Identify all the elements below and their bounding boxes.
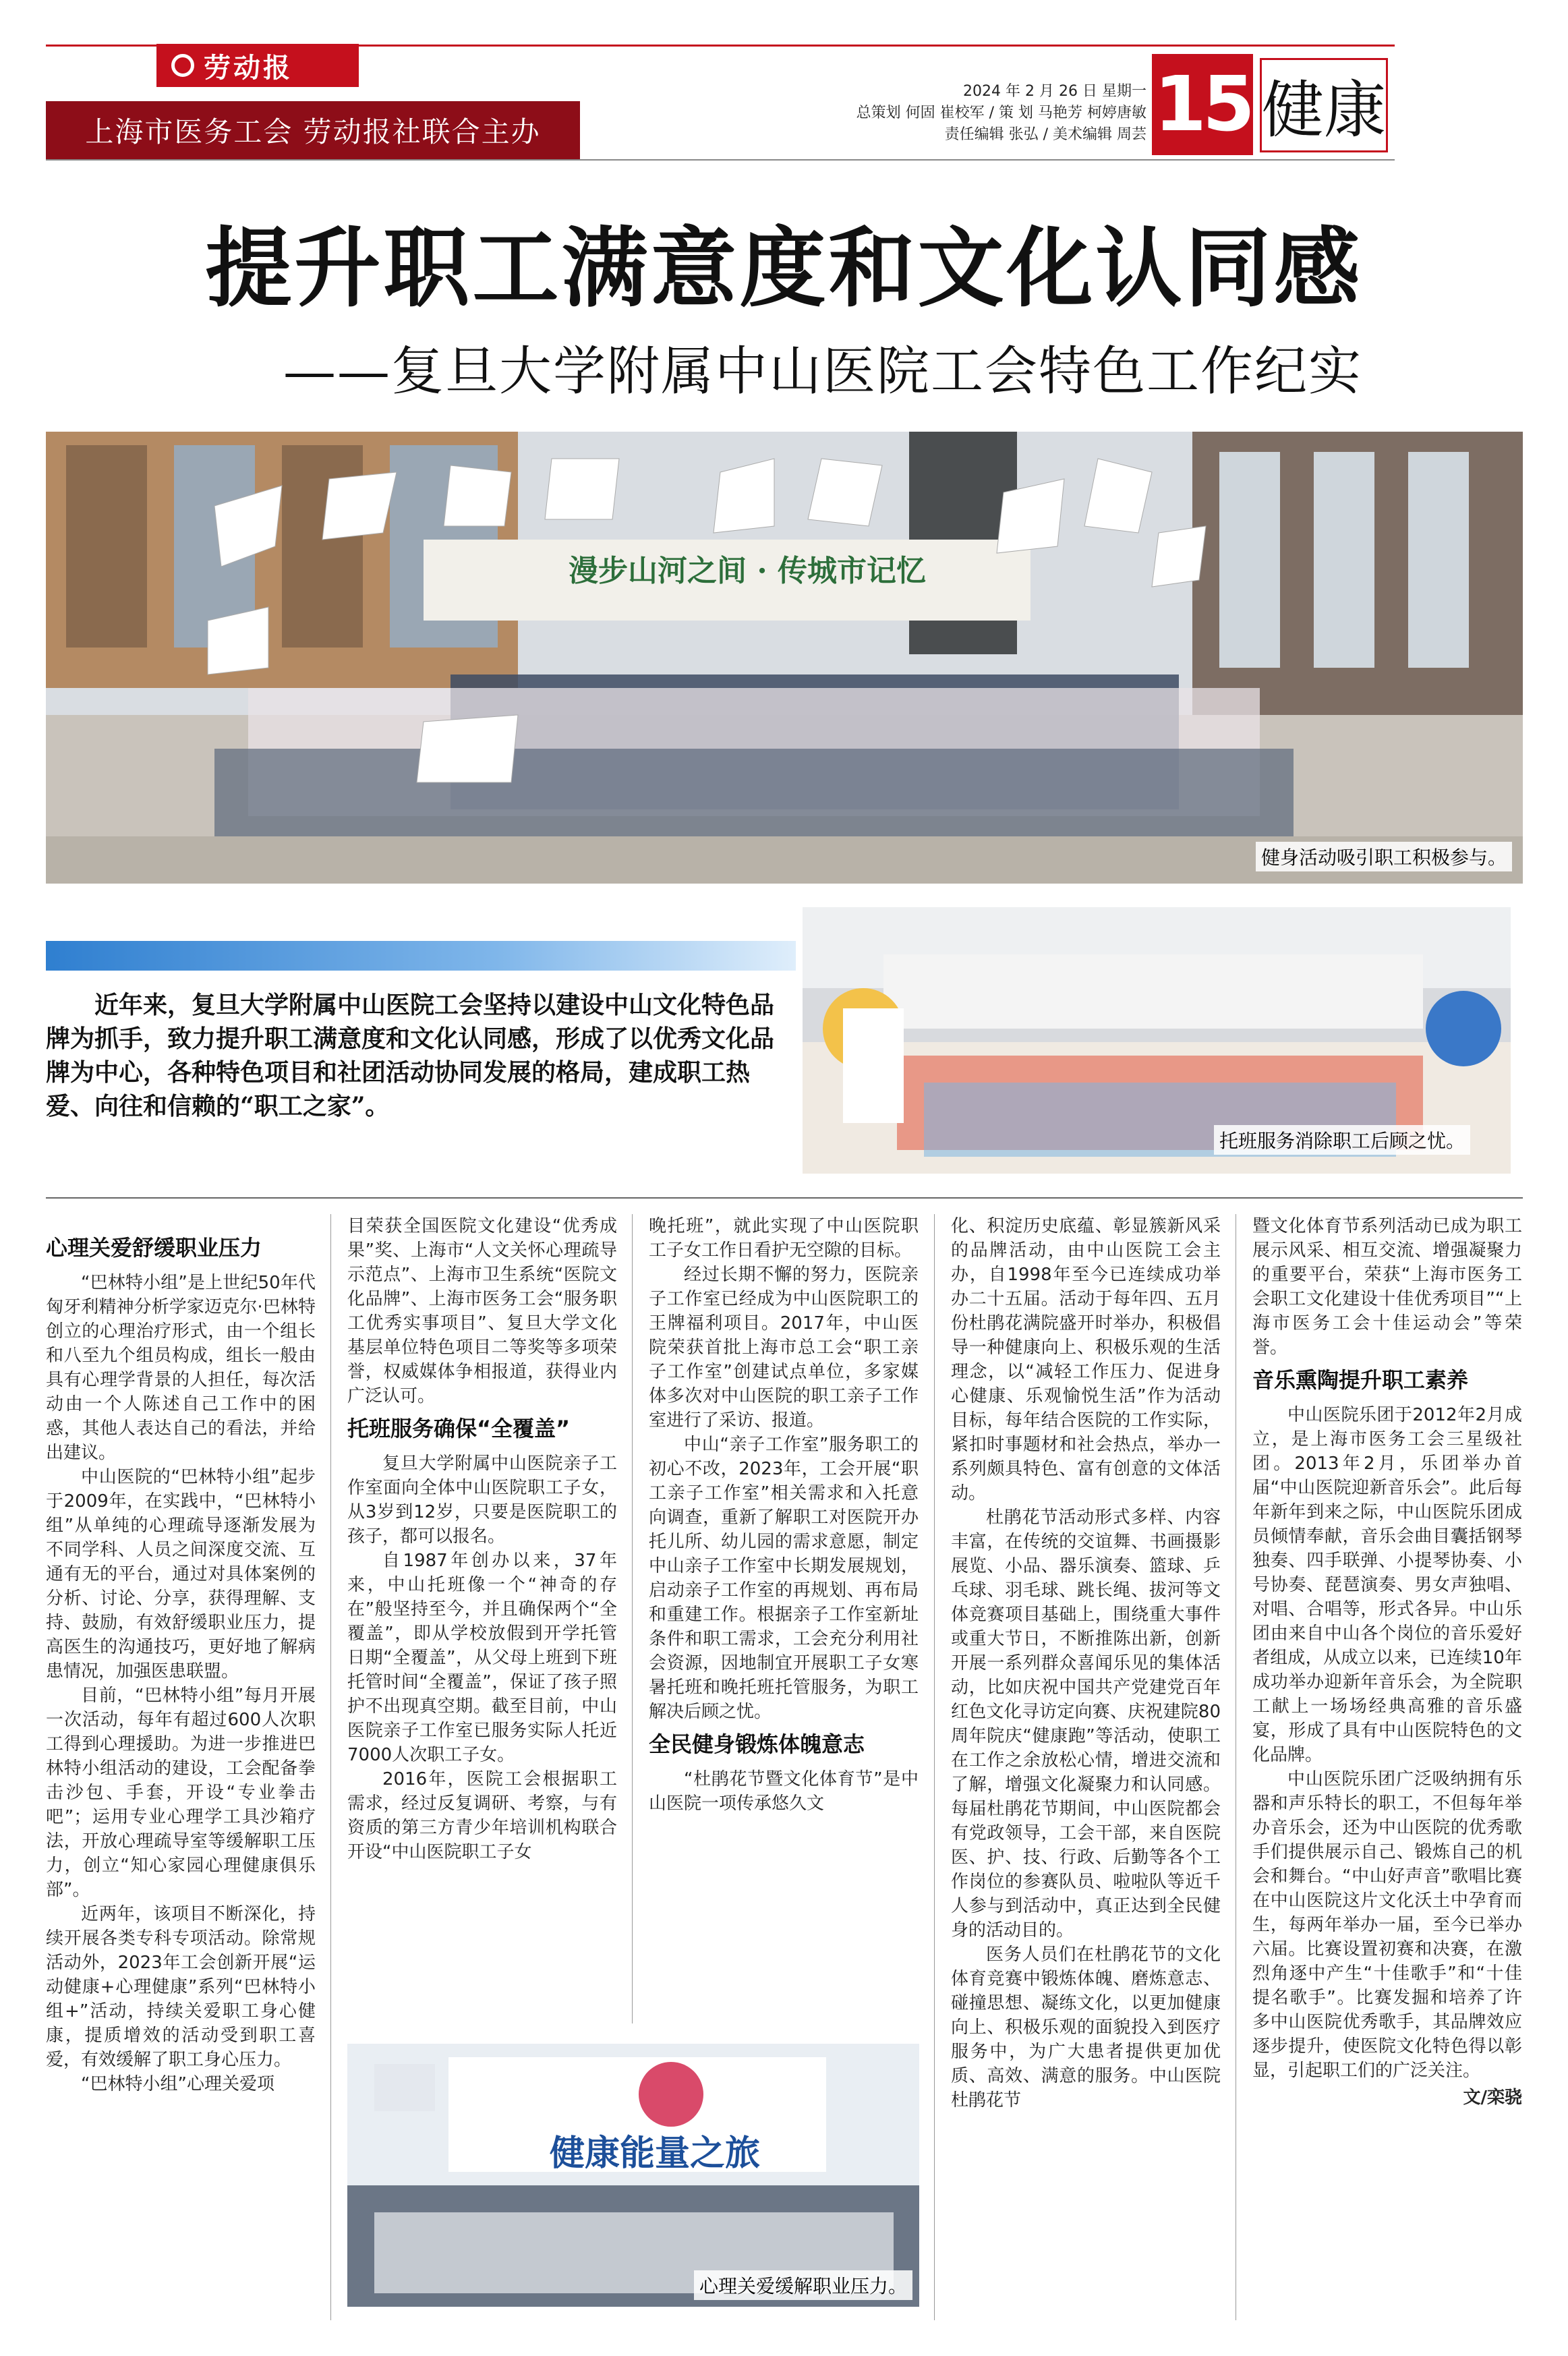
psychology-illustration	[347, 2044, 919, 2307]
body-top-rule	[46, 1197, 1523, 1199]
main-photo-banner: 漫步山河之间 · 传城市记忆	[569, 554, 926, 588]
paragraph: “巴林特小组”是上世纪50年代匈牙利精神分析学家迈克尔·巴林特创立的心理治疗形式，由一个组长和八至九个组员构成，组长一般由具有心理学背景的人担任，每次活动由一个人陈述自己工作中的困惑，其他人表达自己的看法，并给出建议。	[46, 1273, 316, 1463]
paragraph: 晚托班”，就此实现了中山医院职工子女工作日看护无空隙的目标。	[649, 1216, 919, 1261]
paragraph: 杜鹃花节活动形式多样、内容丰富，在传统的交谊舞、书画摄影展览、小品、器乐演奏、篮球、乒乓球、羽毛球、跳长绳、拔河等文体竞赛项目基础上，围绕重大事件或重大节日，不断推陈出新，创新开展一系列群众喜闻乐见的集体活动，比如庆祝中国共产党建党百年红色文化寻访定向赛、庆祝建院80周年院庆“健康跑”等活动，使职工在工作之余放松心情，增进交流和了解，增强文化凝聚力和认同感。每届杜鹃花节期间，中山医院都会有党政领导，工会干部，来自医院医、护、技、行政、后勤等各个工作岗位的参赛队员、啦啦队等近千人参与到活动中，真正达到全民健身的活动目的。	[951, 1507, 1221, 1941]
childcare-photo-caption: 托班服务消除职工后顾之忧。	[1214, 1125, 1470, 1155]
planning-line: 总策划 何固 崔校军 / 策 划 马艳芳 柯婷唐敏	[856, 105, 1146, 121]
paragraph: 医务人员们在杜鹃花节的文化体育竞赛中锻炼体魄、磨炼意志、碰撞思想、凝练文化，以更加健康向上、积极乐观的面貌投入到医疗服务中，为广大患者提供更加优质、高效、满意的服务。中山医院杜鹃花节	[951, 1945, 1221, 2110]
header-bottom-rule	[46, 159, 1395, 161]
article-column-5	[1252, 1214, 1522, 2110]
childcare-photo	[803, 907, 1511, 1174]
paragraph: 中山医院的“巴林特小组”起步于2009年，在实践中，“巴林特小组”从单纯的心理疏导逐渐发展为不同学科、人员之间深度交流、互通有无的平台，通过对具体案例的分析、讨论、分享，获得理解、支持、鼓励，有效舒缓职业压力，提高医生的沟通技巧，更好地了解病患情况，加强医患联盟。	[46, 1467, 316, 1682]
paragraph: 复旦大学附属中山医院亲子工作室面向全体中山医院职工子女，从3岁到12岁，只要是医院职工的孩子，都可以报名。	[347, 1454, 617, 1547]
article-column-3	[649, 1214, 919, 1816]
page-number: 15	[1152, 54, 1253, 155]
logo-text: 劳动报	[204, 52, 293, 84]
paragraph: 经过长期不懈的努力，医院亲子工作室已经成为中山医院职工的王牌福利项目。2017年，中山医院荣获首批上海市总工会“职工亲子工作室”创建试点单位，多家媒体多次对中山医院的职工亲子工作室进行了采访、报道。	[649, 1265, 919, 1431]
paragraph: 中山“亲子工作室”服务职工的初心不改，2023年，工会开展“职工亲子工作室”相关需求和入托意向调查，重新了解职工对医院开办托儿所、幼儿园的需求意愿，制定中山亲子工作室中长期发展规划，启动亲子工作室的再规划、再布局和重建工作。根据亲子工作室新址条件和职工需求，工会充分利用社会资源，因地制宜开展职工子女寒暑托班和晚托班托管服务，为职工解决后顾之忧。	[649, 1435, 919, 1722]
paragraph: 目荣获全国医院文化建设“优秀成果”奖、上海市“人文关怀心理疏导示范点”、上海市卫生系统“医院文化品牌”、上海市医务工会“服务职工优秀实事项目”、复旦大学文化基层单位特色项目二等奖等多项荣誉，权威媒体争相报道，获得业内广泛认可。	[347, 1216, 617, 1406]
section-heading-childcare: 托班服务确保“全覆盖”	[347, 1416, 571, 1441]
editor-line: 责任编辑 张弘 / 美术编辑 周芸	[944, 126, 1146, 143]
psychology-photo	[347, 2044, 919, 2307]
article-column-4	[951, 1214, 1221, 2113]
section-heading-fitness: 全民健身锻炼体魄意志	[649, 1731, 865, 1757]
section-heading-music: 音乐熏陶提升职工素养	[1252, 1367, 1469, 1393]
sponsor-banner: 上海市医务工会 劳动报社联合主办	[46, 101, 580, 159]
paragraph: 目前，“巴林特小组”每月开展一次活动，每年有超过600人次职工得到心理援助。为进一步推进巴林特小组活动的建设，工会配备拳击沙包、手套，开设“专业拳击吧”；运用专业心理学工具沙箱疗法，开放心理疏导室等缓解职工压力，创立“知心家园心理健康俱乐部”。	[46, 1686, 316, 1900]
column-divider	[632, 1214, 633, 2023]
article-column-2	[347, 1214, 617, 1864]
main-photo	[46, 432, 1523, 884]
paragraph: 中山医院乐团广泛吸纳拥有乐器和声乐特长的职工，不但每年举办音乐会，还为中山医院的优秀歌手们提供展示自己、锻炼自己的机会和舞台。“中山好声音”歌唱比赛在中山医院这片文化沃土中孕育而生，每两年举办一届，至今已举办六届。比赛设置初赛和决赛，在激烈角逐中产生“十佳歌手”和“十佳提名歌手”。比赛发掘和培养了许多中山医院优秀歌手，其品牌效应逐步提升，使医院文化特色得以彰显，引起职工们的广泛关注。	[1252, 1769, 1522, 2081]
article-column-1	[46, 1228, 316, 2096]
main-photo-caption: 健身活动吸引职工积极参与。	[1256, 842, 1512, 871]
lead-accent-bar	[46, 941, 796, 971]
section-name: 健康	[1260, 58, 1388, 152]
paragraph: “巴林特小组”心理关爱项	[81, 2074, 274, 2094]
group-photo-illustration	[46, 432, 1523, 884]
psychology-photo-banner: 健康能量之旅	[550, 2133, 761, 2174]
newspaper-logo	[156, 44, 359, 87]
issue-meta	[796, 81, 1146, 146]
paragraph: 近两年，该项目不断深化，持续开展各类专科专项活动。除常规活动外，2023年工会创新开展“运动健康+心理健康”系列“巴林特小组+”活动，持续关爱职工身心健康，提质增效的活动受到职工喜爱，有效缓解了职工身心压力。	[46, 1904, 316, 2070]
byline: 文/栾骁	[1463, 2088, 1522, 2108]
lead-paragraph: 近年来，复旦大学附属中山医院工会坚持以建设中山文化特色品牌为抓手，致力提升职工满意度和文化认同感，形成了以优秀文化品牌为中心，各种特色项目和社团活动协同发展的格局，建成职工热爱、向往和信赖的“职工之家”。	[46, 991, 775, 1120]
section-heading-psychology: 心理关爱舒缓职业压力	[46, 1235, 262, 1261]
logo-mark-icon	[171, 54, 194, 77]
psychology-photo-caption: 心理关爱缓解职业压力。	[694, 2270, 912, 2300]
column-divider	[934, 1214, 935, 2320]
date-line: 2024 年 2 月 26 日 星期一	[963, 83, 1146, 100]
paragraph: 化、积淀历史底蕴、彰显簇新风采的品牌活动，由中山医院工会主办，自1998年至今已连续成功举办二十五届。活动于每年四、五月份杜鹃花满院盛开时举办，积极倡导一种健康向上、积极乐观的生活理念，以“减轻工作压力、促进身心健康、乐观愉悦生活”作为活动目标，每年结合医院的工作实际，紧扣时事题材和社会热点，举办一系列颇具特色、富有创意的文体活动。	[951, 1216, 1221, 1503]
paragraph: 暨文化体育节系列活动已成为职工展示风采、相互交流、增强凝聚力的重要平台，荣获“上海市医务工会职工文化建设十佳优秀项目”“上海市医务工会十佳运动会”等荣誉。	[1252, 1216, 1522, 1358]
column-divider	[330, 1214, 331, 2320]
page-subtitle: ——复旦大学附属中山医院工会特色工作纪实	[283, 341, 1363, 402]
paragraph: “杜鹃花节暨文化体育节”是中山医院一项传承悠久文	[649, 1769, 919, 1814]
paragraph: 自1987年创办以来，37年来，中山托班像一个“神奇的存在”般坚持至今，并且确保两个“全覆盖”，即从学校放假到开学托管日期“全覆盖”，从父母上班到下班托管时间“全覆盖”，保证了孩子照护不出现真空期。截至目前，中山医院亲子工作室已服务实际人托近7000人次职工子女。	[347, 1551, 617, 1765]
page-title: 提升职工满意度和文化认同感	[205, 218, 1363, 319]
paragraph: 中山医院乐团于2012年2月成立，是上海市医务工会三星级社团。2013年2月，乐团举办首届“中山医院迎新音乐会”。此后每年新年到来之际，中山医院乐团成员倾情奉献，音乐会曲目囊括钢琴独奏、四手联弹、小提琴协奏、小号协奏、琵琶演奏、男女声独唱、对唱、合唱等，形式各异。中山乐团由来自中山各个岗位的音乐爱好者组成，从成立以来，已连续10年成功举办迎新年音乐会，为全院职工献上一场场经典高雅的音乐盛宴，形成了具有中山医院特色的文化品牌。	[1252, 1405, 1522, 1765]
paragraph: 2016年，医院工会根据职工需求，经过反复调研、考察，与有资质的第三方青少年培训机构联合开设“中山医院职工子女	[347, 1769, 617, 1862]
